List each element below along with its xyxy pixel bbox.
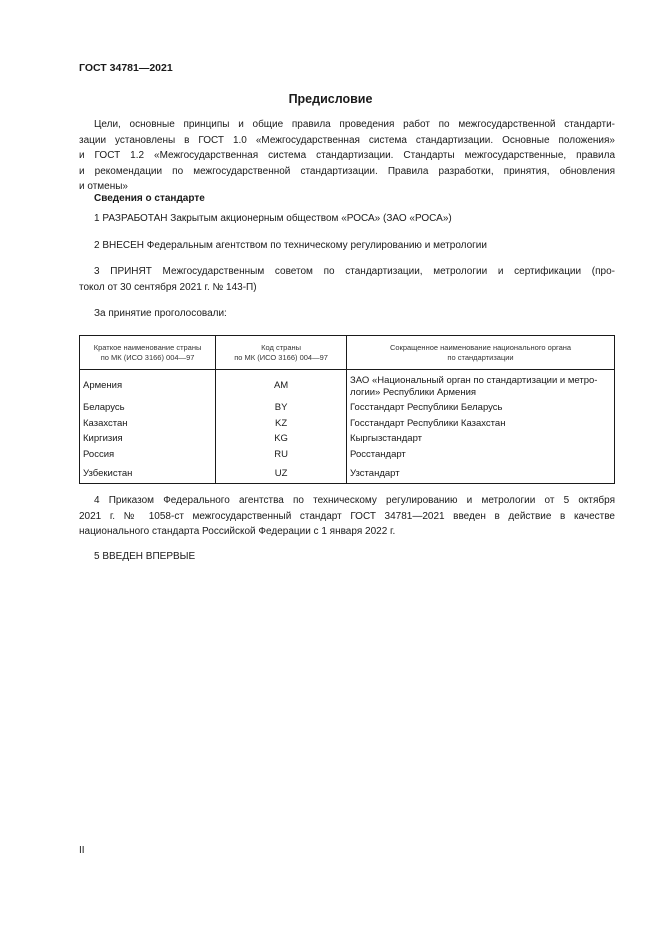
- item-enacted-line: 4 Приказом Федерального агентства по техническому регулированию и метрологии от 5 октября: [94, 495, 615, 506]
- cell-code: KZ: [216, 414, 347, 430]
- header-country: Краткое наименование страны по МК (ИСО 3166) 004—97: [80, 336, 216, 370]
- cell-code: KG: [216, 429, 347, 445]
- item-adopted-line: токол от 30 сентября 2021 г. № 143-П): [79, 281, 257, 293]
- table-row: [80, 445, 615, 461]
- cell-standards-body: Росстандарт: [347, 445, 615, 461]
- intro-line: зации установлены в ГОСТ 1.0 «Межгосударственная система стандартизации. Основные положения»: [79, 134, 615, 146]
- item-enacted-line: национального стандарта Российской Федерации с 1 января 2022 г.: [79, 526, 396, 537]
- item-introduced: 2 ВНЕСЕН Федеральным агентством по техническому регулированию и метрологии: [94, 240, 487, 251]
- cell-code: RU: [216, 445, 347, 461]
- intro-line: и рекомендации по межгосударственной стандартизации. Правила разработки, принятия, обновления: [79, 165, 615, 177]
- cell-code: UZ: [216, 460, 347, 483]
- item-adopted-line: 3 ПРИНЯТ Межгосударственным советом по стандартизации, метрологии и сертификации (про-: [94, 266, 615, 277]
- intro-line: и ГОСТ 1.2 «Межгосударственная система стандартизации. Стандарты межгосударственные, правила: [79, 150, 615, 161]
- table-row: [80, 460, 615, 483]
- cell-standards-body: ЗАО «Национальный орган по стандартизации и метро- логии» Республики Армения: [347, 370, 615, 399]
- cell-country: Россия: [80, 445, 216, 461]
- table-row: [80, 414, 615, 430]
- voting-states-table: [79, 335, 615, 484]
- cell-country: Узбекистан: [80, 460, 216, 483]
- item-adopted: [79, 264, 615, 295]
- cell-standards-body: Кыргызстандарт: [347, 429, 615, 445]
- header-standards-body: Сокращенное наименование национального органа по стандартизации: [347, 336, 615, 370]
- header-code: Код страны по МК (ИСО 3166) 004—97: [216, 336, 347, 370]
- cell-code: AM: [216, 370, 347, 399]
- cell-standards-body: Узстандарт: [347, 460, 615, 483]
- page-title: Предисловие: [288, 92, 373, 106]
- table-header-row: [80, 336, 615, 370]
- item-enacted-line: 2021 г. № 1058-ст межгосударственный стандарт ГОСТ 34781—2021 введен в действие в качестве: [79, 510, 615, 522]
- cell-standards-body: Госстандарт Республики Беларусь: [347, 398, 615, 414]
- cell-country: Беларусь: [80, 398, 216, 414]
- table-row: [80, 429, 615, 445]
- table-row: [80, 398, 615, 414]
- section-heading: Сведения о стандарте: [94, 193, 205, 204]
- intro-line: и отмены»: [79, 181, 128, 192]
- item-enacted: [79, 493, 615, 540]
- intro-paragraph: [79, 117, 615, 195]
- cell-standards-body: Госстандарт Республики Казахстан: [347, 414, 615, 430]
- table-row: [80, 370, 615, 399]
- item-first-time: 5 ВВЕДЕН ВПЕРВЫЕ: [94, 551, 196, 562]
- cell-code: BY: [216, 398, 347, 414]
- intro-line: Цели, основные принципы и общие правила проведения работ по межгосударственной стандарти-: [94, 119, 615, 130]
- document-code: ГОСТ 34781—2021: [79, 62, 173, 74]
- item-developed: 1 РАЗРАБОТАН Закрытым акционерным обществом «РОСА» (ЗАО «РОСА»): [94, 213, 452, 224]
- cell-country: Казахстан: [80, 414, 216, 430]
- cell-country: Армения: [80, 370, 216, 399]
- cell-country: Киргизия: [80, 429, 216, 445]
- page-number: II: [79, 845, 85, 856]
- item-voted: За принятие проголосовали:: [94, 308, 227, 319]
